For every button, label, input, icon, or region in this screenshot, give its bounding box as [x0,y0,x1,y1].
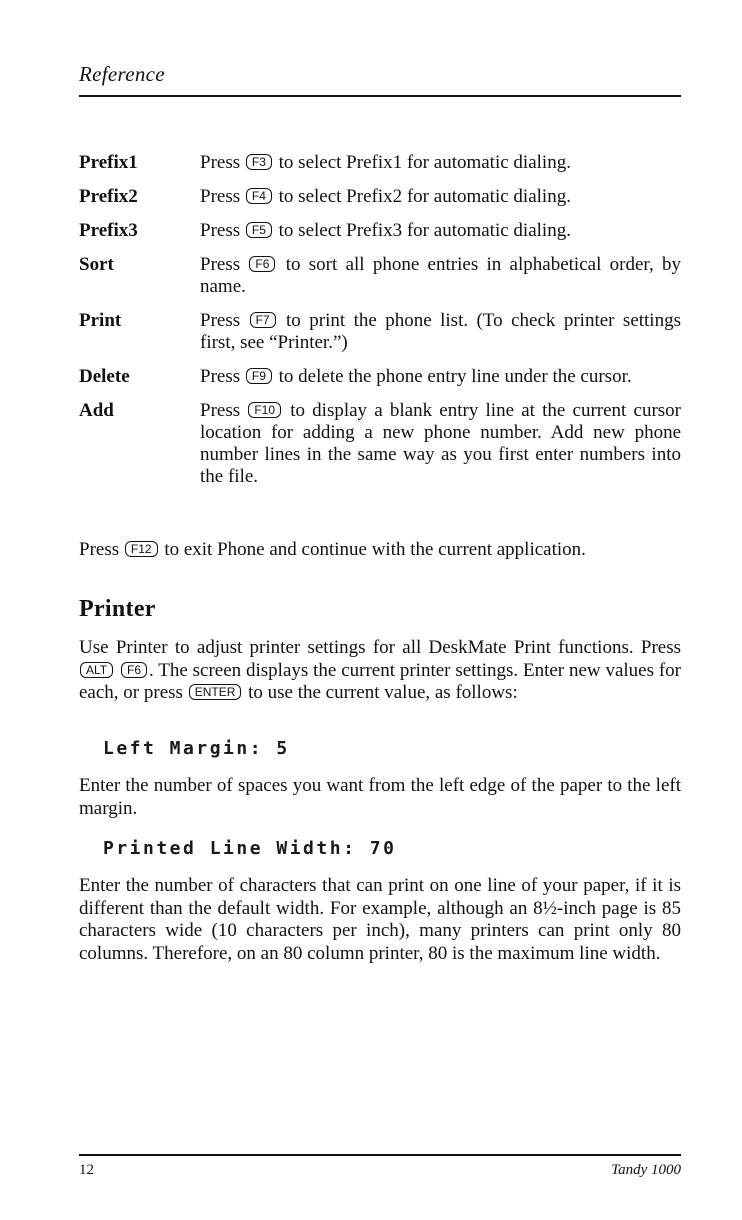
description-text: to sort all phone entries in alphabetical order, by name. [200,254,681,297]
function-key-description [200,400,681,488]
description-text: to delete the phone entry line under the cursor. [273,366,632,387]
page-number: 12 [79,1162,94,1178]
function-key-term: Prefix2 [79,186,138,207]
description-text: to select Prefix2 for automatic dialing. [273,186,571,207]
footer-rule [79,1154,681,1156]
key-f7: F7 [250,312,276,328]
intro-text: to use the current value, as follows: [243,682,518,703]
key-f10: F10 [248,402,281,418]
section-heading: Printer [79,596,156,622]
function-key-description [200,366,681,388]
function-key-item [79,400,681,488]
manual-page [79,0,681,1220]
description-text: Press [200,220,245,241]
function-key-description [200,310,681,354]
function-key-term: Prefix1 [79,152,138,173]
footer-product-name: Tandy 1000 [611,1162,681,1178]
line-width-setting: Printed Line Width: 70 [103,838,397,859]
description-text: Press [200,400,248,421]
function-key-item [79,220,681,242]
description-text: Press [200,310,249,331]
header-rule [79,95,681,97]
description-text: Press [200,254,249,275]
function-key-description [200,220,681,242]
line-width-description: Enter the number of characters that can print on one line of your paper, if it is different than the default width. For example, although an 8½-inch page is 85 characters wide (10 characters per inch), many printers can print only 80 columns. Therefore, on an 80 column printer, 80 is the maximum line width. [79,875,681,964]
function-key-term: Add [79,400,114,421]
function-key-list [79,152,681,500]
function-key-term: Prefix3 [79,220,138,241]
key-f12: F12 [125,541,158,557]
function-key-item [79,254,681,298]
function-key-term: Print [79,310,122,331]
description-text: Press [200,366,245,387]
printer-intro [79,637,681,705]
function-key-item [79,186,681,208]
description-text: to select Prefix3 for automatic dialing. [273,220,571,241]
exit-instruction [79,539,681,562]
function-key-term: Sort [79,254,114,275]
description-text: to print the phone list. (To check printer settings first, see “Printer.”) [200,310,681,353]
key-f6: F6 [121,662,147,678]
key-f5: F5 [246,222,272,238]
function-key-description [200,254,681,298]
key-f9: F9 [246,368,272,384]
description-text: Press [200,152,245,173]
function-key-item [79,152,681,174]
function-key-description [200,152,681,174]
intro-text: Use Printer to adjust printer settings for all DeskMate Print functions. Press [79,637,681,658]
left-margin-setting: Left Margin: 5 [103,738,290,759]
running-head: Reference [79,62,165,86]
function-key-item [79,310,681,354]
function-key-item [79,366,681,388]
key-f3: F3 [246,154,272,170]
intro-text: . The screen displays the current printer settings. Enter new values for each, or press [79,659,682,703]
left-margin-description: Enter the number of spaces you want from the left edge of the paper to the left margin. [79,775,681,819]
key-f6: F6 [249,256,275,272]
exit-text: to exit Phone and continue with the current application. [159,539,586,560]
function-key-term: Delete [79,366,130,387]
key-enter: ENTER [189,684,242,700]
exit-text: Press [79,539,124,560]
description-text: to select Prefix1 for automatic dialing. [273,152,571,173]
description-text: to display a blank entry line at the current cursor location for adding a new phone number. Add new phone number lines in the same way as you first enter numbers into the file. [200,400,681,487]
key-f4: F4 [246,188,272,204]
description-text: Press [200,186,245,207]
function-key-description [200,186,681,208]
key-alt: ALT [80,662,113,678]
